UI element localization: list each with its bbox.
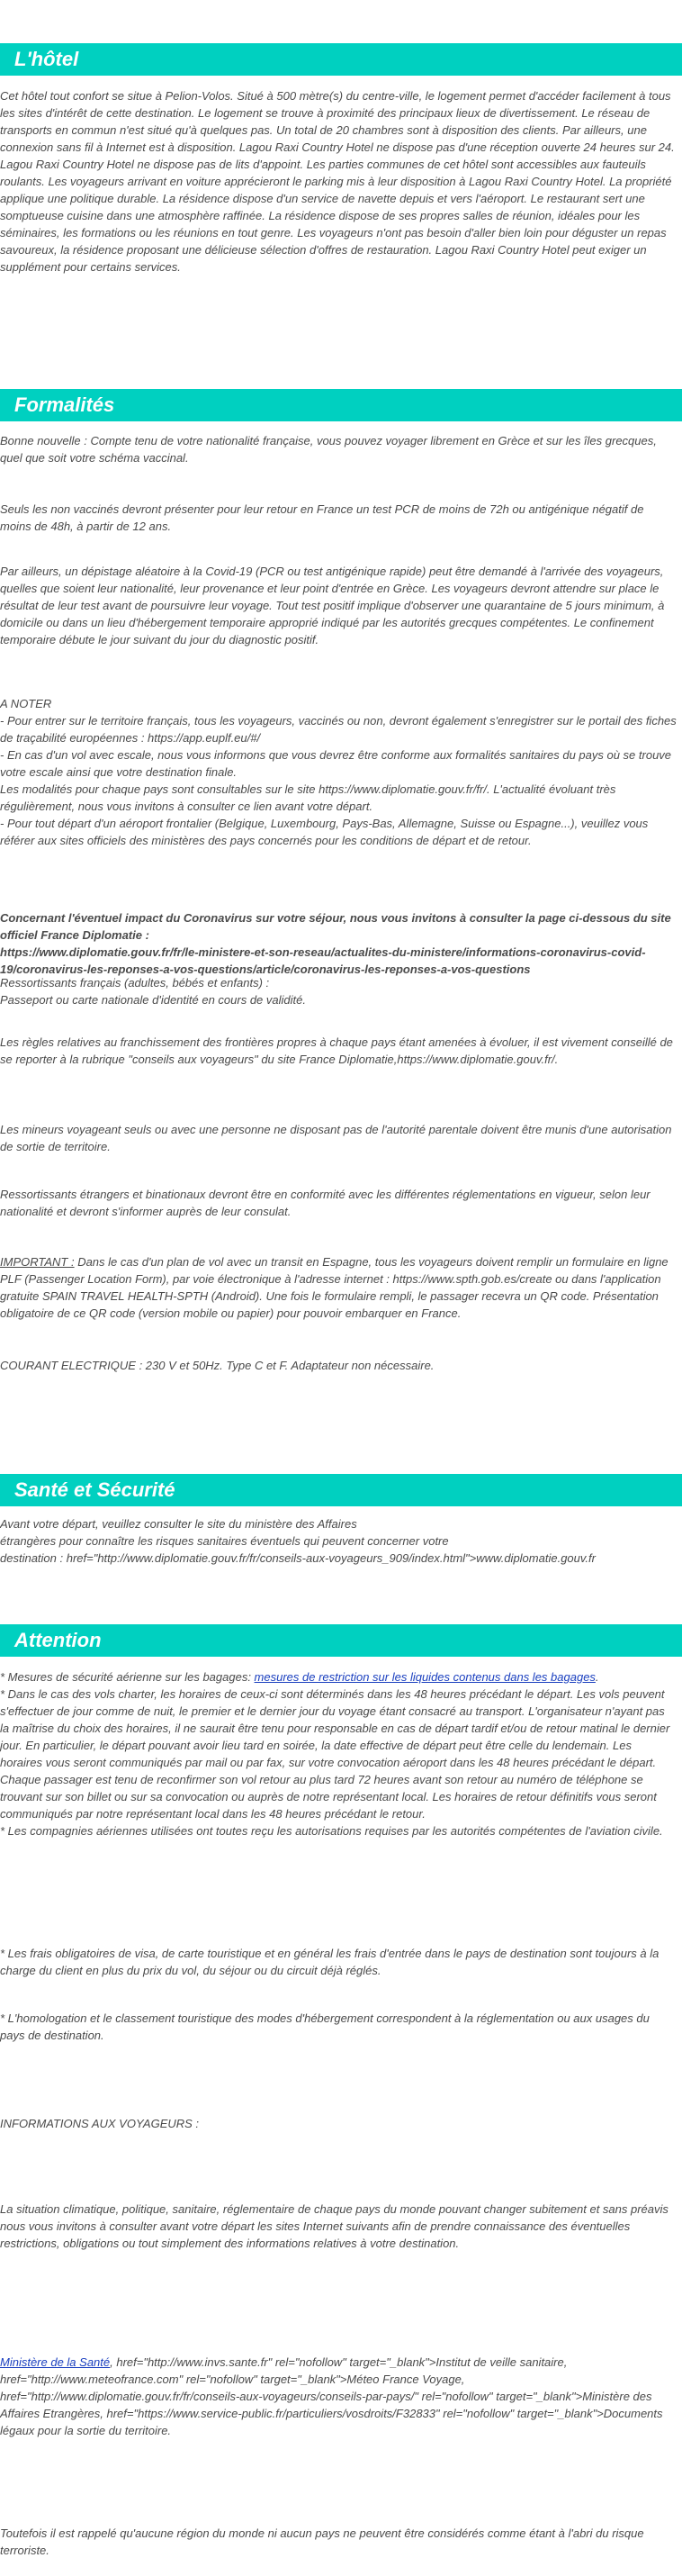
hotel-description: Cet hôtel tout confort se situe à Pelion-Volos. Situé à 500 mètre(s) du centre-ville, le logement permet d'accéder facilement à tous les sites d'intérêt de cette destination. Le logement se trouve à proximité des principaux lieux de divertissement. Le réseau de transports en commun n'est situé qu'à quelques pas. Un total de 20 chambres sont à disposition des clients. Par ailleurs, une connexion sans fil à Internet est à disposition. Lagou Raxi Country Hotel ne dispose pas d'une réception ouverte 24 heures sur 24. Lagou Raxi Country Hotel ne dispose pas de lits d'appoint. Les parties communes de cet hôtel sont accessibles aux fauteuils roulants. Les voyageurs arrivant en voiture apprécieront le parking mis à leur disposition à Lagou Raxi Country Hotel. La propriété applique une politique durable. La résidence dispose d'un service de navette depuis et vers l'aéroport. Le restaurant sert une somptueuse cuisine dans une atmosphère raffinée. La résidence dispose de ses propres salles de réunion, idéales pour les séminaires, les formations ou les réunions en tout genre. Les voyageurs n'ont pas besoin d'aller bien loin pour déguster un repas savoureux, la résidence proposant une délicieuse sélection d'offres de restauration. Lagou Raxi Country Hotel peut exiger un supplément pour certains services. xyxy=(0,89,675,274)
ministere-sante-link[interactable]: Ministère de la Santé xyxy=(0,2355,111,2369)
formalites-paragraph-1: Bonne nouvelle : Compte tenu de votre nationalité française, vous pouvez voyager librement en Grèce et sur les îles grecques, quel que soit votre schéma vaccinal. xyxy=(0,434,657,465)
sites-liens-text: , href="http://www.invs.sante.fr" rel="nofollow" target="_blank">Institut de veille sanitaire, href="http://www.meteofrance.com" rel="nofollow" target="_blank">Méteo France Voyage, href="http://www.diplomatie.gouv.fr/fr/conseils-aux-voyageurs/conseils-par-pays/" rel="nofollow" target="_blank">Ministère des Affaires Etrangères, href="https://www.service-public.fr/particuliers/vosdroits/F32833" rel="nofollow" target="_blank">Documents légaux pour la sortie du territoire. xyxy=(0,2355,663,2437)
attention-situation: La situation climatique, politique, sanitaire, réglementaire de chaque pays du monde pouvant changer subitement et sans préavis nous vous invitons à consulter avant votre départ les sites Internet suivants afin de prendre connaissance des éventuelles restrictions, obligations ou tout simplement des informations relatives à votre destination. xyxy=(0,2202,669,2250)
bagages-end: . xyxy=(595,1670,599,1684)
formalites-important xyxy=(0,1253,677,1322)
sante-text: Avant votre départ, veuillez consulter le site du ministère des Affaires étrangères pour connaître les risques sanitaires éventuels qui peuvent concerner votre destination : href="http://www.diplomatie.gouv.fr/fr/conseils-aux-voyageurs_909/index.html">www.diplomatie.gouv.fr xyxy=(0,1517,596,1565)
important-label: IMPORTANT : xyxy=(0,1255,75,1269)
formalites-paragraph-3: Par ailleurs, un dépistage aléatoire à la Covid-19 (PCR ou test antigénique rapide) peut être demandé à l'arrivée des voyageurs, quelles que soient leur nationalité, leur provenance et leur point d'entrée en Grèce. Les voyageurs devront attendre sur place le résultat de leur test avant de poursuivre leur voyage. Tout test positif implique d'observer une quarantaine de 5 jours minimum, à domicile ou dans un lieu d'hébergement temporaire approprié indiqué par les autorités grecques compétentes. Le confinement temporaire débute le jour suivant du jour du diagnostic positif. xyxy=(0,565,665,646)
section-title-attention: Attention xyxy=(0,1624,682,1657)
section-title-formalites: Formalités xyxy=(0,389,682,421)
attention-homologation: * L'homologation et le classement touristique des modes d'hébergement correspondent à la réglementation ou aux usages du pays de destination. xyxy=(0,2011,650,2042)
formalites-a-noter: A NOTER - Pour entrer sur le territoire français, tous les voyageurs, vaccinés ou non, devront également s'enregistrer sur le portail des fiches de traçabilité européennes : https://app.euplf.eu/#/ - En cas d'un vol avec escale, nous vous informons que vous devrez être conforme aux formalités sanitaires du pays où se trouve votre escale ainsi que votre destination finale. Les modalités pour chaque pays sont consultables sur le site https://www.diplomatie.gouv.fr/fr/. L'actualité évoluant très régulièrement, nous vous invitons à consulter ce lien avant votre départ. - Pour tout départ d'un aéroport frontalier (Belgique, Luxembourg, Pays-Bas, Allemagne, Suisse ou Espagne...), veuillez vous référer aux sites officiels des ministères des pays concernés pour les conditions de départ et de retour. xyxy=(0,697,677,847)
formalites-ressortissants: Ressortissants français (adultes, bébés et enfants) : Passeport ou carte nationale d'identité en cours de validité. xyxy=(0,976,306,1007)
attention-sites-liens xyxy=(0,2354,677,2439)
formalites-courant-electrique: COURANT ELECTRIQUE : 230 V et 50Hz. Type C et F. Adaptateur non nécessaire. xyxy=(0,1359,435,1372)
liquides-restriction-link[interactable]: mesures de restriction sur les liquides contenus dans les bagages xyxy=(254,1670,596,1684)
attention-risque-terroriste: Toutefois il est rappelé qu'aucune région du monde ni aucun pays ne peuvent être considérés comme étant à l'abri du risque terroriste. xyxy=(0,2526,644,2557)
bagages-text: * Mesures de sécurité aérienne sur les bagages: xyxy=(0,1670,255,1684)
section-title-sante: Santé et Sécurité xyxy=(0,1474,682,1506)
formalites-mineurs: Les mineurs voyageant seuls ou avec une personne ne disposant pas de l'autorité parentale doivent être munis d'une autorisation de sortie de territoire. xyxy=(0,1123,672,1153)
formalites-coronavirus-notice: Concernant l'éventuel impact du Coronavirus sur votre séjour, nous vous invitons à consulter la page ci-dessous du site officiel France Diplomatie : https://www.diplomatie.gouv.fr/fr/le-ministere-et-son-reseau/actualites-du-ministere/informations-coronavirus-covid-19/coronavirus-les-reponses-a-vos-questions/article/coronavirus-les-reponses-a-vos-questions xyxy=(0,911,671,976)
section-title-hotel: L'hôtel xyxy=(0,43,682,76)
attention-vols-charter: * Dans le cas des vols charter, les horaires de ceux-ci sont déterminés dans les 48 heures précédant le départ. Les vols peuvent s'effectuer de jour comme de nuit, le premier et le dernier jour du voyage étant consacré au transport. L'organisateur n'ayant pas la maîtrise du choix des horaires, il ne saurait être tenu pour responsable en cas de départ tardif et/ou de retour matinal le dernier jour. En particulier, le départ pouvant avoir lieu tard en soirée, la date effective de départ peut être celle du lendemain. Les horaires vous seront communiqués par mail ou par fax, sur votre convocation aéroport dans les 48 heures précédant le départ. Chaque passager est tenu de reconfirmer son vol retour au plus tard 72 heures avant son retour au numéro de téléphone se trouvant sur son billet ou sur sa convocation ou auprès de notre représentant local. Les horaires de retour définitifs vous seront communiqués par notre représentant local dans les 48 heures précédant le retour. * Les compagnies aériennes utilisées ont toutes reçu les autorisations requises par les autorités compétentes de l'aviation civile. xyxy=(0,1687,670,1838)
formalites-paragraph-2: Seuls les non vaccinés devront présenter pour leur retour en France un test PCR de moins de 72h ou antigénique négatif de moins de 48h, à partir de 12 ans. xyxy=(0,502,644,533)
attention-frais-visa: * Les frais obligatoires de visa, de carte touristique et en général les frais d'entrée dans le pays de destination sont toujours à la charge du client en plus du prix du vol, du séjour ou du circuit déjà réglés. xyxy=(0,1947,660,1977)
important-text: Dans le cas d'un plan de vol avec un transit en Espagne, tous les voyageurs doivent remplir un formulaire en ligne PLF (Passenger Location Form), par voie électronique à l'adresse internet : https://www.spth.gob.es/create ou dans l'application gratuite SPAIN TRAVEL HEALTH-SPTH (Android). Une fois le formulaire rempli, le passager recevra un QR code. Présentation obligatoire de ce QR code (version mobile ou papier) pour pouvoir embarquer en France. xyxy=(0,1255,669,1320)
formalites-regles-frontieres: Les règles relatives au franchissement des frontières propres à chaque pays étant amenées à évoluer, il est vivement conseillé de se reporter à la rubrique "conseils aux voyageurs" du site France Diplomatie,https://www.diplomatie.gouv.fr/. xyxy=(0,1035,673,1066)
attention-bagages xyxy=(0,1668,677,1686)
formalites-etrangers: Ressortissants étrangers et binationaux devront être en conformité avec les différentes réglementations en vigueur, selon leur nationalité et devront s'informer auprès de leur consulat. xyxy=(0,1188,651,1218)
attention-informations-voyageurs: INFORMATIONS AUX VOYAGEURS : xyxy=(0,2117,200,2130)
